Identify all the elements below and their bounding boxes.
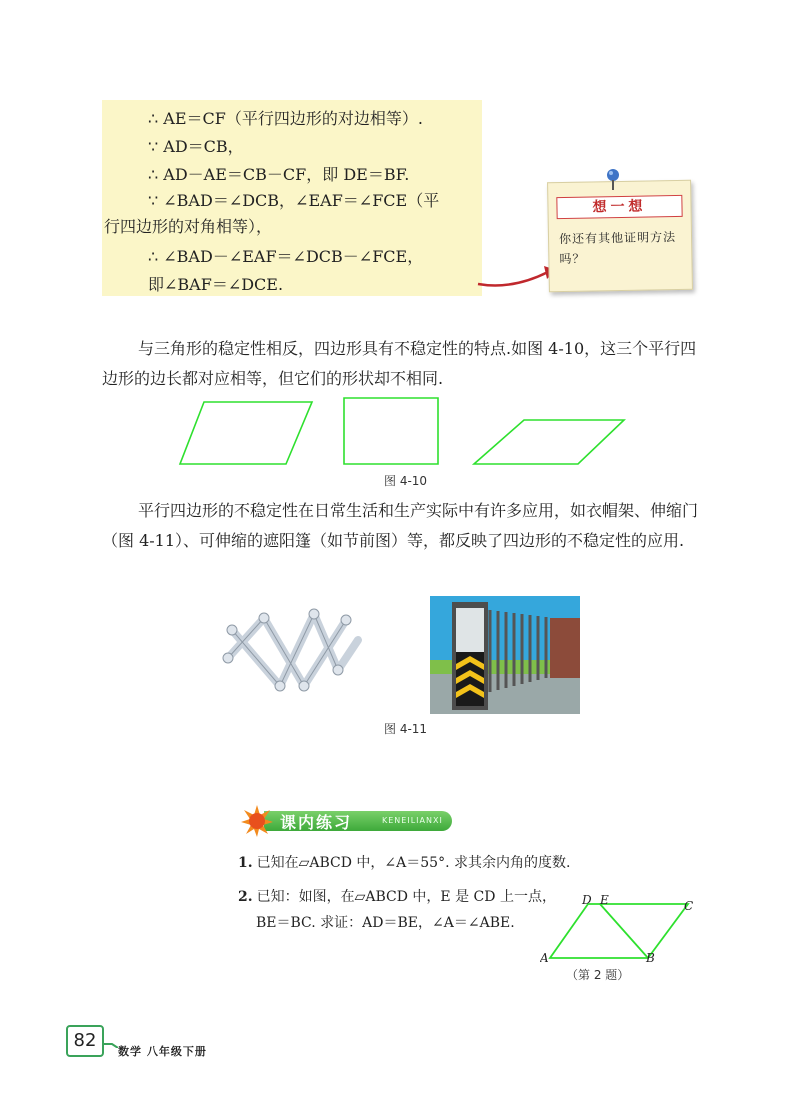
exercise-2-line-2: BE＝BC. 求证：AD＝BE，∠A＝∠ABE. bbox=[256, 915, 515, 931]
think-note bbox=[547, 180, 693, 292]
pushpin-icon bbox=[604, 168, 622, 192]
proof-line-7: 即∠BAF＝∠DCE. bbox=[148, 275, 284, 294]
exercise-2-figure-caption: （第 2 题） bbox=[566, 968, 630, 982]
think-note-body: 你还有其他证明方法吗？ bbox=[558, 230, 677, 267]
proof-line-2: ∵ AD＝CB， bbox=[148, 137, 244, 156]
figure-4-10-caption: 图 4-10 bbox=[384, 474, 428, 488]
figure-4-10-parallelograms bbox=[178, 396, 628, 470]
proof-line-1: ∴ AE＝CF（平行四边形的对边相等）. bbox=[148, 109, 423, 128]
exercise-1-text: 已知在▱ABCD 中，∠A＝55°. 求其余内角的度数. bbox=[256, 855, 571, 871]
exercise-1-number: 1. bbox=[238, 855, 253, 871]
book-title: 数学 八年级下册 bbox=[118, 1045, 207, 1058]
parallelogram-rectangle bbox=[344, 398, 438, 464]
exercise-2-number: 2. bbox=[238, 889, 253, 905]
practice-subtitle: KENEILIANXI bbox=[382, 816, 443, 825]
proof-line-5: 行四边形的对角相等）， bbox=[104, 217, 273, 236]
label-D: D bbox=[582, 893, 592, 907]
label-E: E bbox=[600, 893, 609, 907]
label-A: A bbox=[540, 951, 549, 965]
practice-banner bbox=[240, 804, 454, 834]
page-number: 82 bbox=[66, 1025, 104, 1057]
retractable-gate-image bbox=[430, 596, 580, 714]
proof-line-6: ∴ ∠BAD－∠EAF＝∠DCB－∠FCE， bbox=[148, 247, 424, 266]
label-C: C bbox=[684, 899, 694, 913]
paragraph-stability: 与三角形的稳定性相反，四边形具有不稳定性的特点.如图 4-10，这三个平行四边形的边长都对应相等，但它们的形状却不相同. bbox=[102, 339, 697, 388]
practice-title: 课内练习 bbox=[280, 813, 353, 832]
coat-rack-image bbox=[218, 600, 368, 700]
exercise-1 bbox=[238, 852, 570, 874]
paragraph-applications: 平行四边形的不稳定性在日常生活和生产实际中有许多应用，如衣帽架、伸缩门（图 4-11）、可伸缩的遮阳篷（如节前图）等，都反映了四边形的不稳定性的应用. bbox=[102, 501, 699, 550]
sun-burst-icon bbox=[240, 804, 274, 838]
parallelogram-flattened bbox=[474, 420, 624, 464]
exercise-2 bbox=[238, 886, 556, 908]
proof-line-3: ∴ AD－AE＝CB－CF，即 DE＝BF. bbox=[148, 165, 410, 184]
proof-line-4: ∵ ∠BAD＝∠DCB，∠EAF＝∠FCE（平 bbox=[148, 191, 440, 210]
figure-4-11-caption: 图 4-11 bbox=[384, 722, 428, 736]
label-B: B bbox=[646, 951, 655, 965]
think-note-title: 想一想 bbox=[556, 195, 682, 219]
exercise-2-text: 已知：如图，在▱ABCD 中，E 是 CD 上一点， bbox=[256, 889, 556, 905]
parallelogram-slanted-1 bbox=[180, 402, 312, 464]
exercise-2-figure bbox=[540, 890, 700, 966]
